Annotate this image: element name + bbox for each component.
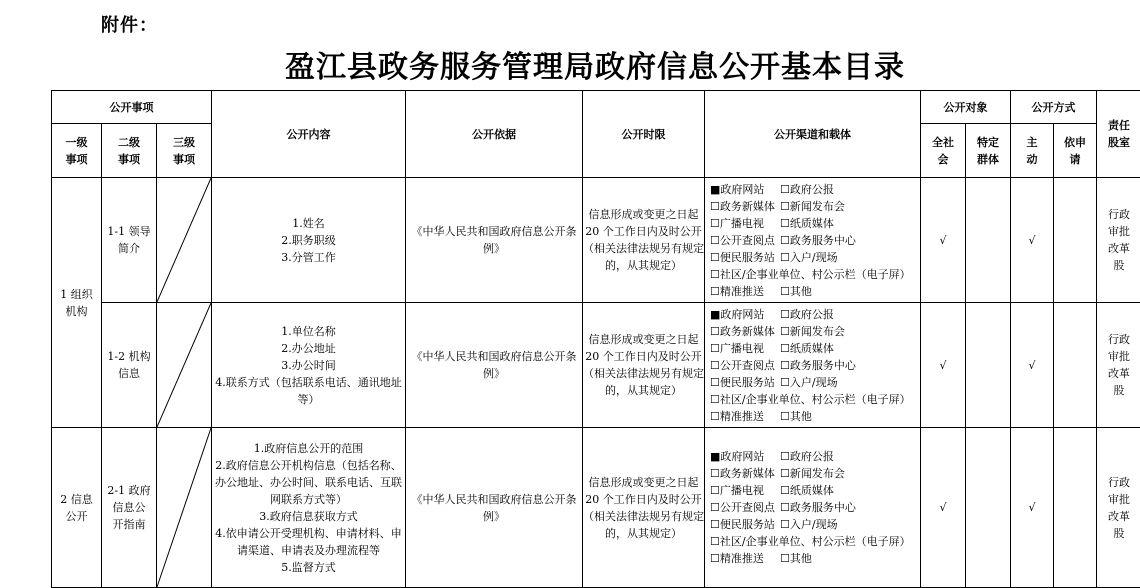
text-line: 审批 [1097,348,1140,365]
method-active-cell: √ [1011,178,1054,303]
channel-line [705,198,920,215]
level1-cell [52,178,102,428]
text-line: 改革 [1097,240,1140,257]
channel-option: ☐政府公报 [780,306,834,323]
responsible-cell [1097,303,1140,428]
header-responsible [1097,91,1140,178]
text-line: 依申 [1054,134,1096,151]
level3-cell-empty [157,303,212,428]
text-line: 信息公 [102,499,156,516]
target-all-cell: √ [921,428,966,588]
channel-option: ☐公开查阅点 [710,357,780,374]
basis-cell: 《中华人民共和国政府信息公开条例》 [406,178,583,303]
channel-line [705,408,920,425]
channel-line [705,516,920,533]
basis-cell: 《中华人民共和国政府信息公开条例》 [406,428,583,588]
channels-cell [705,428,921,588]
channel-option: ■政府网站 [710,448,780,465]
diagonal-slash [157,303,211,427]
page-title: 盈江县政务服务管理局政府信息公开基本目录 [0,42,1140,86]
channel-option: ☐新闻发布会 [780,323,845,340]
header-channels: 公开渠道和载体 [705,91,921,178]
header-content: 公开内容 [212,91,406,178]
method-active-cell: √ [1011,303,1054,428]
content-item: 1.单位名称 [212,323,405,340]
text-line: 请 [1054,151,1096,168]
time-limit-cell: 信息形成或变更之日起 20 个工作日内及时公开（相关法律法规另有规定的，从其规定） [583,178,705,303]
text-line: 股室 [1097,134,1140,151]
text-line: 二级 [102,134,156,151]
channel-line [705,340,920,357]
text-line: 信息 [102,365,156,382]
header-level2 [102,124,157,178]
header-method: 公开方式 [1011,91,1097,124]
content-cell [212,303,406,428]
channel-line [705,357,920,374]
level2-cell [102,428,157,588]
channel-option: ☐政务新媒体 [710,465,780,482]
level2-cell [102,178,157,303]
channel-option: ■政府网站 [710,306,780,323]
channel-line [705,266,920,283]
channel-line [705,181,920,198]
channel-line [705,215,920,232]
channel-option: ☐便民服务站 [710,374,780,391]
text-line: 三级 [157,134,211,151]
target-all-cell: √ [921,303,966,428]
header-method-request [1054,124,1097,178]
channel-option: ☐政务服务中心 [780,499,856,516]
channel-line [705,499,920,516]
channel-option: ☐精准推送 [710,283,780,300]
channel-option: ☐政务新媒体 [710,198,780,215]
channel-option: ☐政务服务中心 [780,232,856,249]
channel-line [705,465,920,482]
diagonal-slash [157,178,211,302]
text-line: 责任 [1097,117,1140,134]
header-row-top [52,91,1140,124]
text-line: 1-1 领导 [102,223,156,240]
channel-option: ☐便民服务站 [710,516,780,533]
text-line: 主 [1011,134,1053,151]
method-request-cell [1054,303,1097,428]
method-request-cell [1054,428,1097,588]
channel-option: ☐其他 [780,283,812,300]
level2-cell [102,303,157,428]
target-all-cell: √ [921,178,966,303]
target-specific-cell [966,178,1011,303]
header-matters: 公开事项 [52,91,212,124]
content-item: 2.办公地址 [212,340,405,357]
directory-table [51,90,1140,588]
text-line: 行政 [1097,474,1140,491]
channel-line [705,374,920,391]
table-row [52,178,1140,303]
content-item: 3.办公时间 [212,357,405,374]
text-line: 1-2 机构 [102,348,156,365]
text-line: 事项 [102,151,156,168]
channel-option: ☐其他 [780,550,812,567]
content-item: 3.分管工作 [212,249,405,266]
channel-option: ■政府网站 [710,181,780,198]
responsible-cell [1097,428,1140,588]
channel-option: ☐政务服务中心 [780,357,856,374]
text-line: 2-1 政府 [102,482,156,499]
text-line: 特定 [966,134,1010,151]
channel-option: ☐新闻发布会 [780,198,845,215]
text-line: 股 [1097,257,1140,274]
text-line: 会 [921,151,965,168]
text-line: 一级 [52,134,101,151]
channels-cell [705,178,921,303]
level1-cell [52,428,102,588]
text-line: 动 [1011,151,1053,168]
text-line: 审批 [1097,223,1140,240]
content-cell [212,428,406,588]
level3-cell-empty [157,428,212,588]
channel-option: ☐广播电视 [710,482,780,499]
content-cell [212,178,406,303]
text-line: 改革 [1097,508,1140,525]
basis-cell: 《中华人民共和国政府信息公开条例》 [406,303,583,428]
channel-option: ☐社区/企事业单位、村公示栏（电子屏） [710,266,911,283]
header-time-limit: 公开时限 [583,91,705,178]
channel-option: ☐入户/现场 [780,249,838,266]
text-line: 行政 [1097,331,1140,348]
channel-line [705,550,920,567]
channel-line [705,533,920,550]
text-line: 事项 [52,151,101,168]
text-line: 机构 [52,303,101,320]
target-specific-cell [966,428,1011,588]
attachment-label: 附件： [101,11,158,37]
channel-option: ☐精准推送 [710,550,780,567]
channel-line [705,249,920,266]
header-level3 [157,124,212,178]
header-basis: 公开依据 [406,91,583,178]
level3-cell-empty [157,178,212,303]
channel-option: ☐其他 [780,408,812,425]
channel-line [705,391,920,408]
content-item: 3.政府信息获取方式 [212,508,405,525]
text-line: 行政 [1097,206,1140,223]
text-line: 开指南 [102,516,156,533]
channel-option: ☐公开查阅点 [710,499,780,516]
channel-option: ☐公开查阅点 [710,232,780,249]
diagonal-slash [157,428,211,587]
text-line: 股 [1097,382,1140,399]
text-line: 简介 [102,240,156,257]
channel-option: ☐新闻发布会 [780,465,845,482]
content-item: 5.监督方式 [212,559,405,576]
text-line: 2 信息 [52,491,101,508]
content-item: 4.联系方式（包括联系电话、通讯地址等） [212,374,405,408]
text-line: 公开 [52,508,101,525]
channel-option: ☐社区/企事业单位、村公示栏（电子屏） [710,391,911,408]
channel-option: ☐纸质媒体 [780,215,834,232]
channel-option: ☐政府公报 [780,448,834,465]
channel-option: ☐社区/企事业单位、村公示栏（电子屏） [710,533,911,550]
table-row [52,428,1140,588]
method-request-cell [1054,178,1097,303]
text-line: 审批 [1097,491,1140,508]
channel-line [705,232,920,249]
text-line: 事项 [157,151,211,168]
text-line: 1 组织 [52,286,101,303]
channel-option: ☐入户/现场 [780,516,838,533]
channel-option: ☐精准推送 [710,408,780,425]
channel-option: ☐纸质媒体 [780,340,834,357]
channel-line [705,283,920,300]
header-method-active [1011,124,1054,178]
header-target: 公开对象 [921,91,1011,124]
text-line: 全社 [921,134,965,151]
channel-line [705,323,920,340]
channel-option: ☐广播电视 [710,340,780,357]
content-item: 1.政府信息公开的范围 [212,440,405,457]
channel-line [705,482,920,499]
text-line: 群体 [966,151,1010,168]
table-row [52,303,1140,428]
header-target-specific [966,124,1011,178]
content-item: 2.职务职级 [212,232,405,249]
header-level1 [52,124,102,178]
method-active-cell: √ [1011,428,1054,588]
header-target-all [921,124,966,178]
channel-line [705,448,920,465]
content-item: 2.政府信息公开机构信息（包括名称、办公地址、办公时间、联系电话、互联网联系方式等） [212,457,405,508]
responsible-cell [1097,178,1140,303]
channel-line [705,306,920,323]
channel-option: ☐入户/现场 [780,374,838,391]
channel-option: ☐广播电视 [710,215,780,232]
time-limit-cell: 信息形成或变更之日起 20 个工作日内及时公开（相关法律法规另有规定的，从其规定） [583,428,705,588]
text-line: 股 [1097,525,1140,542]
time-limit-cell: 信息形成或变更之日起 20 个工作日内及时公开（相关法律法规另有规定的，从其规定） [583,303,705,428]
channel-option: ☐纸质媒体 [780,482,834,499]
channels-cell [705,303,921,428]
content-item: 4.依申请公开受理机构、申请材料、申请渠道、申请表及办理流程等 [212,525,405,559]
text-line: 改革 [1097,365,1140,382]
channel-option: ☐政府公报 [780,181,834,198]
target-specific-cell [966,303,1011,428]
channel-option: ☐政务新媒体 [710,323,780,340]
content-item: 1.姓名 [212,215,405,232]
channel-option: ☐便民服务站 [710,249,780,266]
